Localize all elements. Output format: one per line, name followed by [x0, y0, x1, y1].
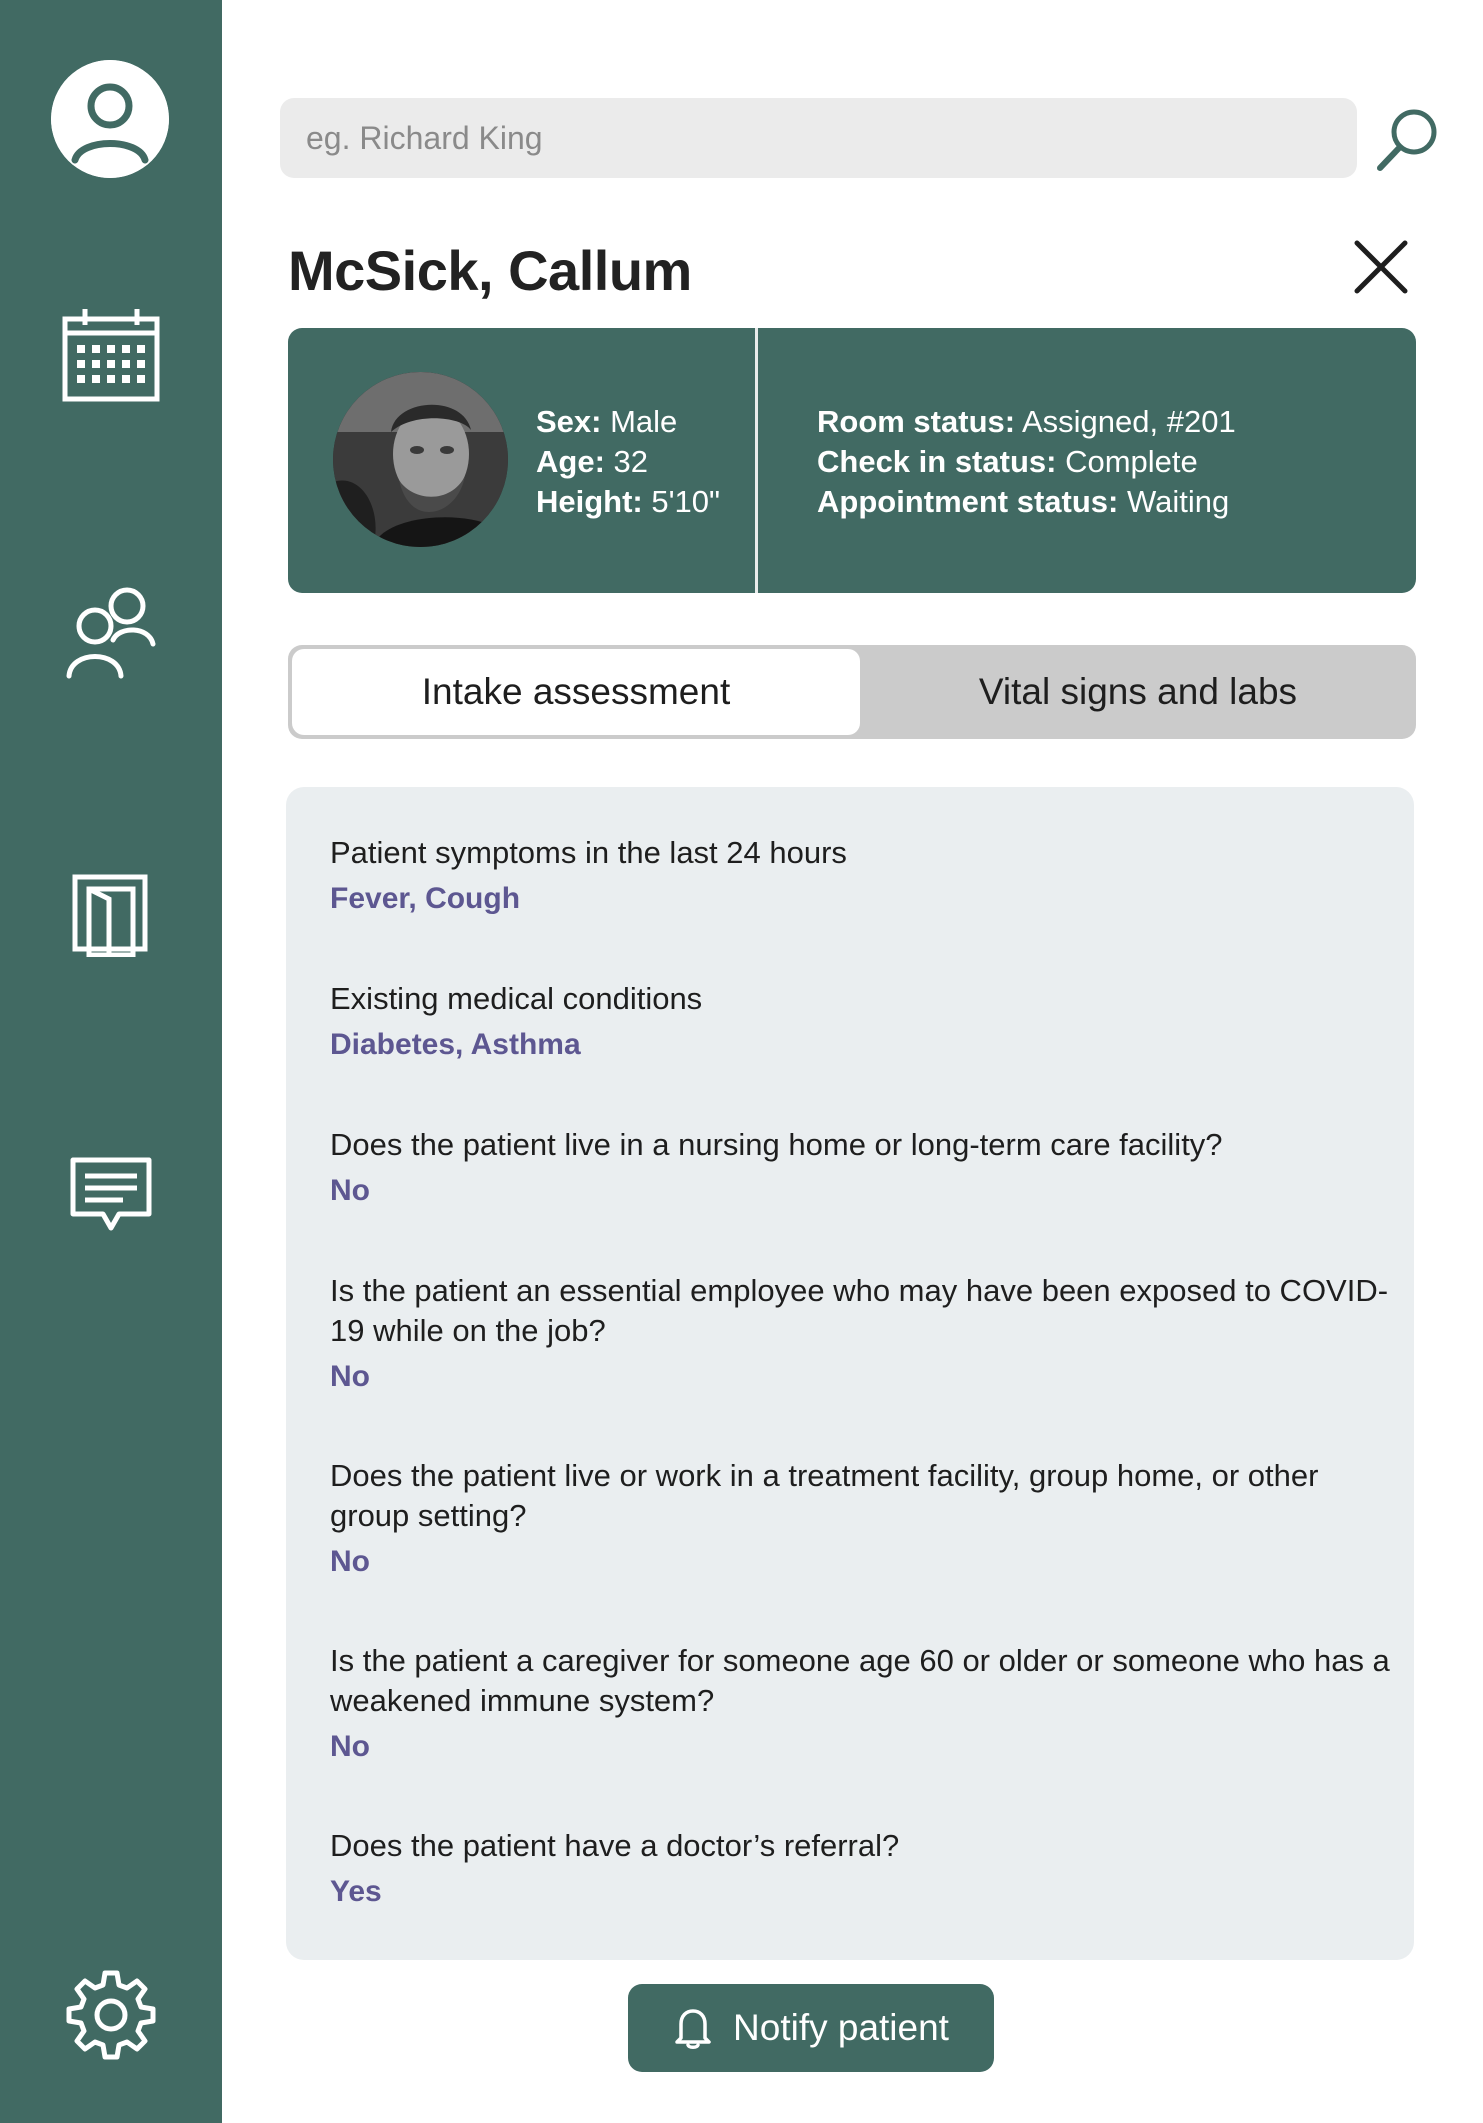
- patient-card: [288, 328, 1416, 593]
- assessment-answer: Fever, Cough: [330, 882, 521, 915]
- assessment-item: [330, 1456, 1390, 1582]
- notify-patient-button[interactable]: [628, 1984, 994, 2072]
- patient-status: [817, 402, 1236, 522]
- room-status: [817, 402, 1236, 442]
- assessment-question: Does the patient have a doctor’s referral?: [330, 1828, 900, 1863]
- users-icon: [63, 580, 159, 680]
- page-title: McSick, Callum: [288, 239, 692, 302]
- assessment-answer: No: [330, 1174, 370, 1207]
- search-icon: [1372, 104, 1444, 176]
- documents-icon: [71, 873, 151, 957]
- checkin-status-value: Complete: [1065, 444, 1198, 479]
- appointment-status-label: Appointment status:: [817, 484, 1119, 519]
- patient-height: [536, 482, 720, 522]
- chat-icon: [69, 1156, 153, 1234]
- sidebar-item-calendar[interactable]: [56, 300, 166, 410]
- patient-portrait: [333, 372, 508, 547]
- sidebar-item-settings[interactable]: [56, 1960, 166, 2070]
- bell-icon: [673, 2006, 713, 2050]
- patient-demographics: [536, 402, 720, 522]
- sex-value: Male: [610, 404, 678, 439]
- patient-age: [536, 442, 720, 482]
- search-button[interactable]: [1372, 104, 1444, 176]
- assessment-item: [330, 1125, 1390, 1211]
- search-input[interactable]: [280, 98, 1357, 178]
- room-status-value: Assigned, #201: [1021, 404, 1236, 439]
- sidebar-item-documents[interactable]: [56, 860, 166, 970]
- age-value: 32: [613, 444, 648, 479]
- assessment-answer: No: [330, 1360, 370, 1393]
- assessment-question: Is the patient a caregiver for someone age 60 or older or someone who has a weakened immune system?: [330, 1643, 1390, 1718]
- tab-intake-assessment[interactable]: Intake assessment: [292, 649, 860, 735]
- height-label: Height:: [536, 484, 643, 519]
- calendar-icon: [59, 305, 163, 405]
- gear-icon: [65, 1969, 157, 2061]
- assessment-answer: No: [330, 1545, 370, 1578]
- height-value: 5'10": [651, 484, 721, 519]
- card-divider: [755, 328, 758, 593]
- notify-patient-label: Notify patient: [733, 2007, 949, 2048]
- sex-label: Sex:: [536, 404, 602, 439]
- assessment-item: [330, 833, 1390, 919]
- assessment-item: [330, 1641, 1390, 1767]
- assessment-question: Existing medical conditions: [330, 981, 703, 1016]
- sidebar-item-profile[interactable]: [51, 60, 169, 178]
- assessment-answer: Yes: [330, 1875, 382, 1908]
- assessment-item: [330, 1826, 1390, 1912]
- appointment-status: [817, 482, 1236, 522]
- close-icon: [1352, 238, 1410, 296]
- close-button[interactable]: [1352, 238, 1410, 296]
- assessment-answer: No: [330, 1730, 370, 1763]
- sidebar-item-messages[interactable]: [56, 1140, 166, 1250]
- assessment-answer: Diabetes, Asthma: [330, 1028, 581, 1061]
- age-label: Age:: [536, 444, 605, 479]
- tab-bar: [288, 645, 1416, 739]
- checkin-status: [817, 442, 1236, 482]
- intake-assessment-panel: [286, 787, 1414, 1960]
- tab-vital-signs[interactable]: Vital signs and labs: [978, 671, 1298, 712]
- assessment-question: Patient symptoms in the last 24 hours: [330, 835, 847, 870]
- assessment-question: Does the patient live or work in a treatment facility, group home, or other group setting?: [330, 1458, 1319, 1533]
- room-status-label: Room status:: [817, 404, 1016, 439]
- assessment-item: [330, 979, 1390, 1065]
- sidebar: [0, 0, 222, 2123]
- patient-sex: [536, 402, 720, 442]
- assessment-question: Is the patient an essential employee who may have been exposed to COVID-19 while on the job?: [330, 1273, 1389, 1348]
- patient-photo: [333, 372, 508, 547]
- user-icon: [51, 60, 169, 178]
- assessment-item: [330, 1271, 1390, 1397]
- sidebar-item-patients[interactable]: [56, 575, 166, 685]
- appointment-status-value: Waiting: [1127, 484, 1230, 519]
- assessment-question: Does the patient live in a nursing home or long-term care facility?: [330, 1127, 1223, 1162]
- checkin-status-label: Check in status:: [817, 444, 1057, 479]
